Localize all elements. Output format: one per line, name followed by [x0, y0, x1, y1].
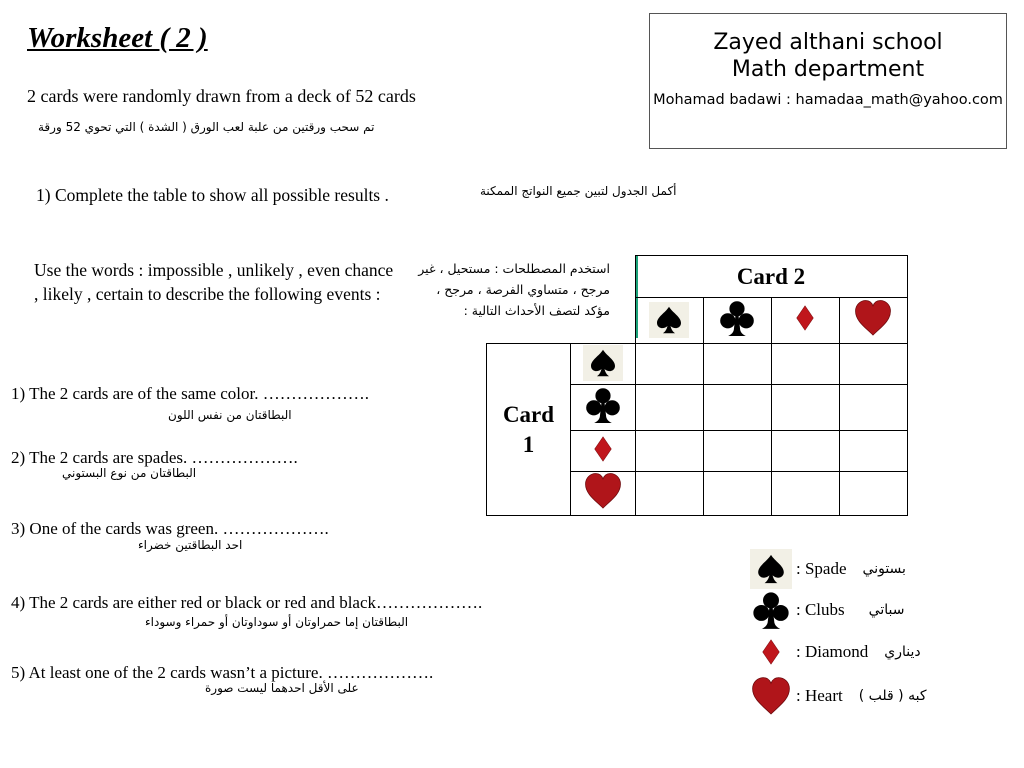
event-3: 3) One of the cards was green. ………………. — [11, 519, 329, 538]
instruction-arabic-line: استخدم المصطلحات : مستحيل ، غير — [418, 261, 610, 276]
result-cell[interactable] — [771, 431, 839, 472]
legend-arabic: كبه ( قلب ) — [858, 688, 927, 704]
diamond-icon — [792, 302, 818, 334]
empty-corner — [487, 298, 571, 344]
event-4-arabic: البطاقتان إما حمراوتان أو سوداوتان أو حمراء وسوداء — [145, 615, 409, 629]
result-cell[interactable] — [703, 344, 771, 385]
heart-icon — [750, 676, 792, 716]
card2-club-cell — [703, 298, 771, 344]
intro-english: 2 cards were randomly drawn from a deck of 52 cards — [27, 86, 416, 106]
card1-header — [487, 344, 571, 516]
legend-label: : Heart — [796, 686, 843, 705]
club-icon — [717, 298, 757, 338]
legend-label: : Spade — [796, 559, 847, 578]
card2-diamond-cell — [771, 298, 839, 344]
worksheet-title: Worksheet ( 2 ) — [27, 22, 208, 54]
heart-icon — [584, 472, 622, 510]
empty-corner — [571, 256, 636, 298]
instruction-arabic-line: مؤكد لتصف الأحداث التالية : — [463, 303, 610, 318]
club-icon — [583, 385, 623, 425]
spade-icon — [583, 345, 623, 381]
school-info-box — [649, 13, 1007, 149]
card2-heart-cell — [839, 298, 907, 344]
event-4: 4) The 2 cards are either red or black or red and black………………. — [11, 593, 483, 612]
task1-english: 1) Complete the table to show all possible results . — [36, 185, 389, 205]
legend-label: : Clubs — [796, 600, 845, 619]
event-5: 5) At least one of the 2 cards wasn’t a picture. ………………. — [11, 663, 434, 682]
empty-corner — [571, 298, 636, 344]
event-2-arabic: البطاقتان من نوع البستوني — [62, 466, 197, 480]
legend-club — [750, 590, 904, 630]
legend-diamond — [750, 632, 921, 672]
event-5-arabic: على الأقل احدهما ليست صورة — [205, 681, 359, 695]
event-2: 2) The 2 cards are spades. ………………. — [11, 448, 298, 467]
card2-header: Card 2 — [635, 256, 907, 298]
legend-arabic: سباتي — [868, 602, 905, 618]
legend-heart — [750, 676, 926, 716]
event-1: 1) The 2 cards are of the same color. ………………. — [11, 384, 370, 403]
event-1-arabic: البطاقتان من نفس اللون — [168, 408, 292, 422]
legend-arabic: بستوني — [862, 561, 906, 577]
diamond-icon — [750, 632, 792, 672]
instruction-arabic-line: مرجح ، متساوي الفرصة ، مرجح ، — [436, 282, 610, 297]
legend-spade — [750, 549, 906, 589]
result-cell[interactable] — [839, 431, 907, 472]
outcomes-table — [486, 255, 908, 516]
teacher-contact: Mohamad badawi : hamadaa_math@yahoo.com — [653, 92, 1003, 108]
school-name: Zayed althani school — [713, 30, 943, 55]
result-cell[interactable] — [839, 385, 907, 431]
card1-heart-cell — [571, 472, 636, 516]
diamond-icon — [590, 433, 616, 465]
result-cell[interactable] — [771, 344, 839, 385]
result-cell[interactable] — [635, 344, 703, 385]
result-cell[interactable] — [839, 472, 907, 516]
event-3-arabic: احد البطاقتين خضراء — [138, 538, 243, 552]
result-cell[interactable] — [703, 472, 771, 516]
legend-arabic: ديناري — [884, 644, 921, 660]
result-cell[interactable] — [703, 385, 771, 431]
department-name: Math department — [731, 57, 925, 82]
result-cell[interactable] — [703, 431, 771, 472]
card1-number: 1 — [522, 431, 535, 457]
card1-spade-cell — [571, 344, 636, 385]
empty-corner — [487, 256, 571, 298]
card2-spade-cell — [635, 298, 703, 344]
result-cell[interactable] — [635, 431, 703, 472]
result-cell[interactable] — [635, 385, 703, 431]
card1-diamond-cell — [571, 431, 636, 472]
card1-label: Card — [502, 401, 555, 427]
result-cell[interactable] — [771, 385, 839, 431]
result-cell[interactable] — [771, 472, 839, 516]
instruction-words: Use the words : impossible , unlikely , even chance , likely , certain to describe the following events : — [34, 260, 394, 304]
legend-label: : Diamond — [796, 642, 869, 661]
spade-icon — [750, 549, 792, 589]
task1-arabic: أكمل الجدول لتبين جميع النواتج الممكنة — [480, 184, 677, 198]
club-icon — [750, 590, 792, 630]
card1-club-cell — [571, 385, 636, 431]
spade-icon — [649, 302, 689, 338]
intro-arabic: تم سحب ورقتين من علبة لعب الورق ( الشدة ) التي تحوي 52 ورقة — [38, 120, 375, 134]
result-cell[interactable] — [839, 344, 907, 385]
result-cell[interactable] — [635, 472, 703, 516]
heart-icon — [854, 299, 892, 337]
